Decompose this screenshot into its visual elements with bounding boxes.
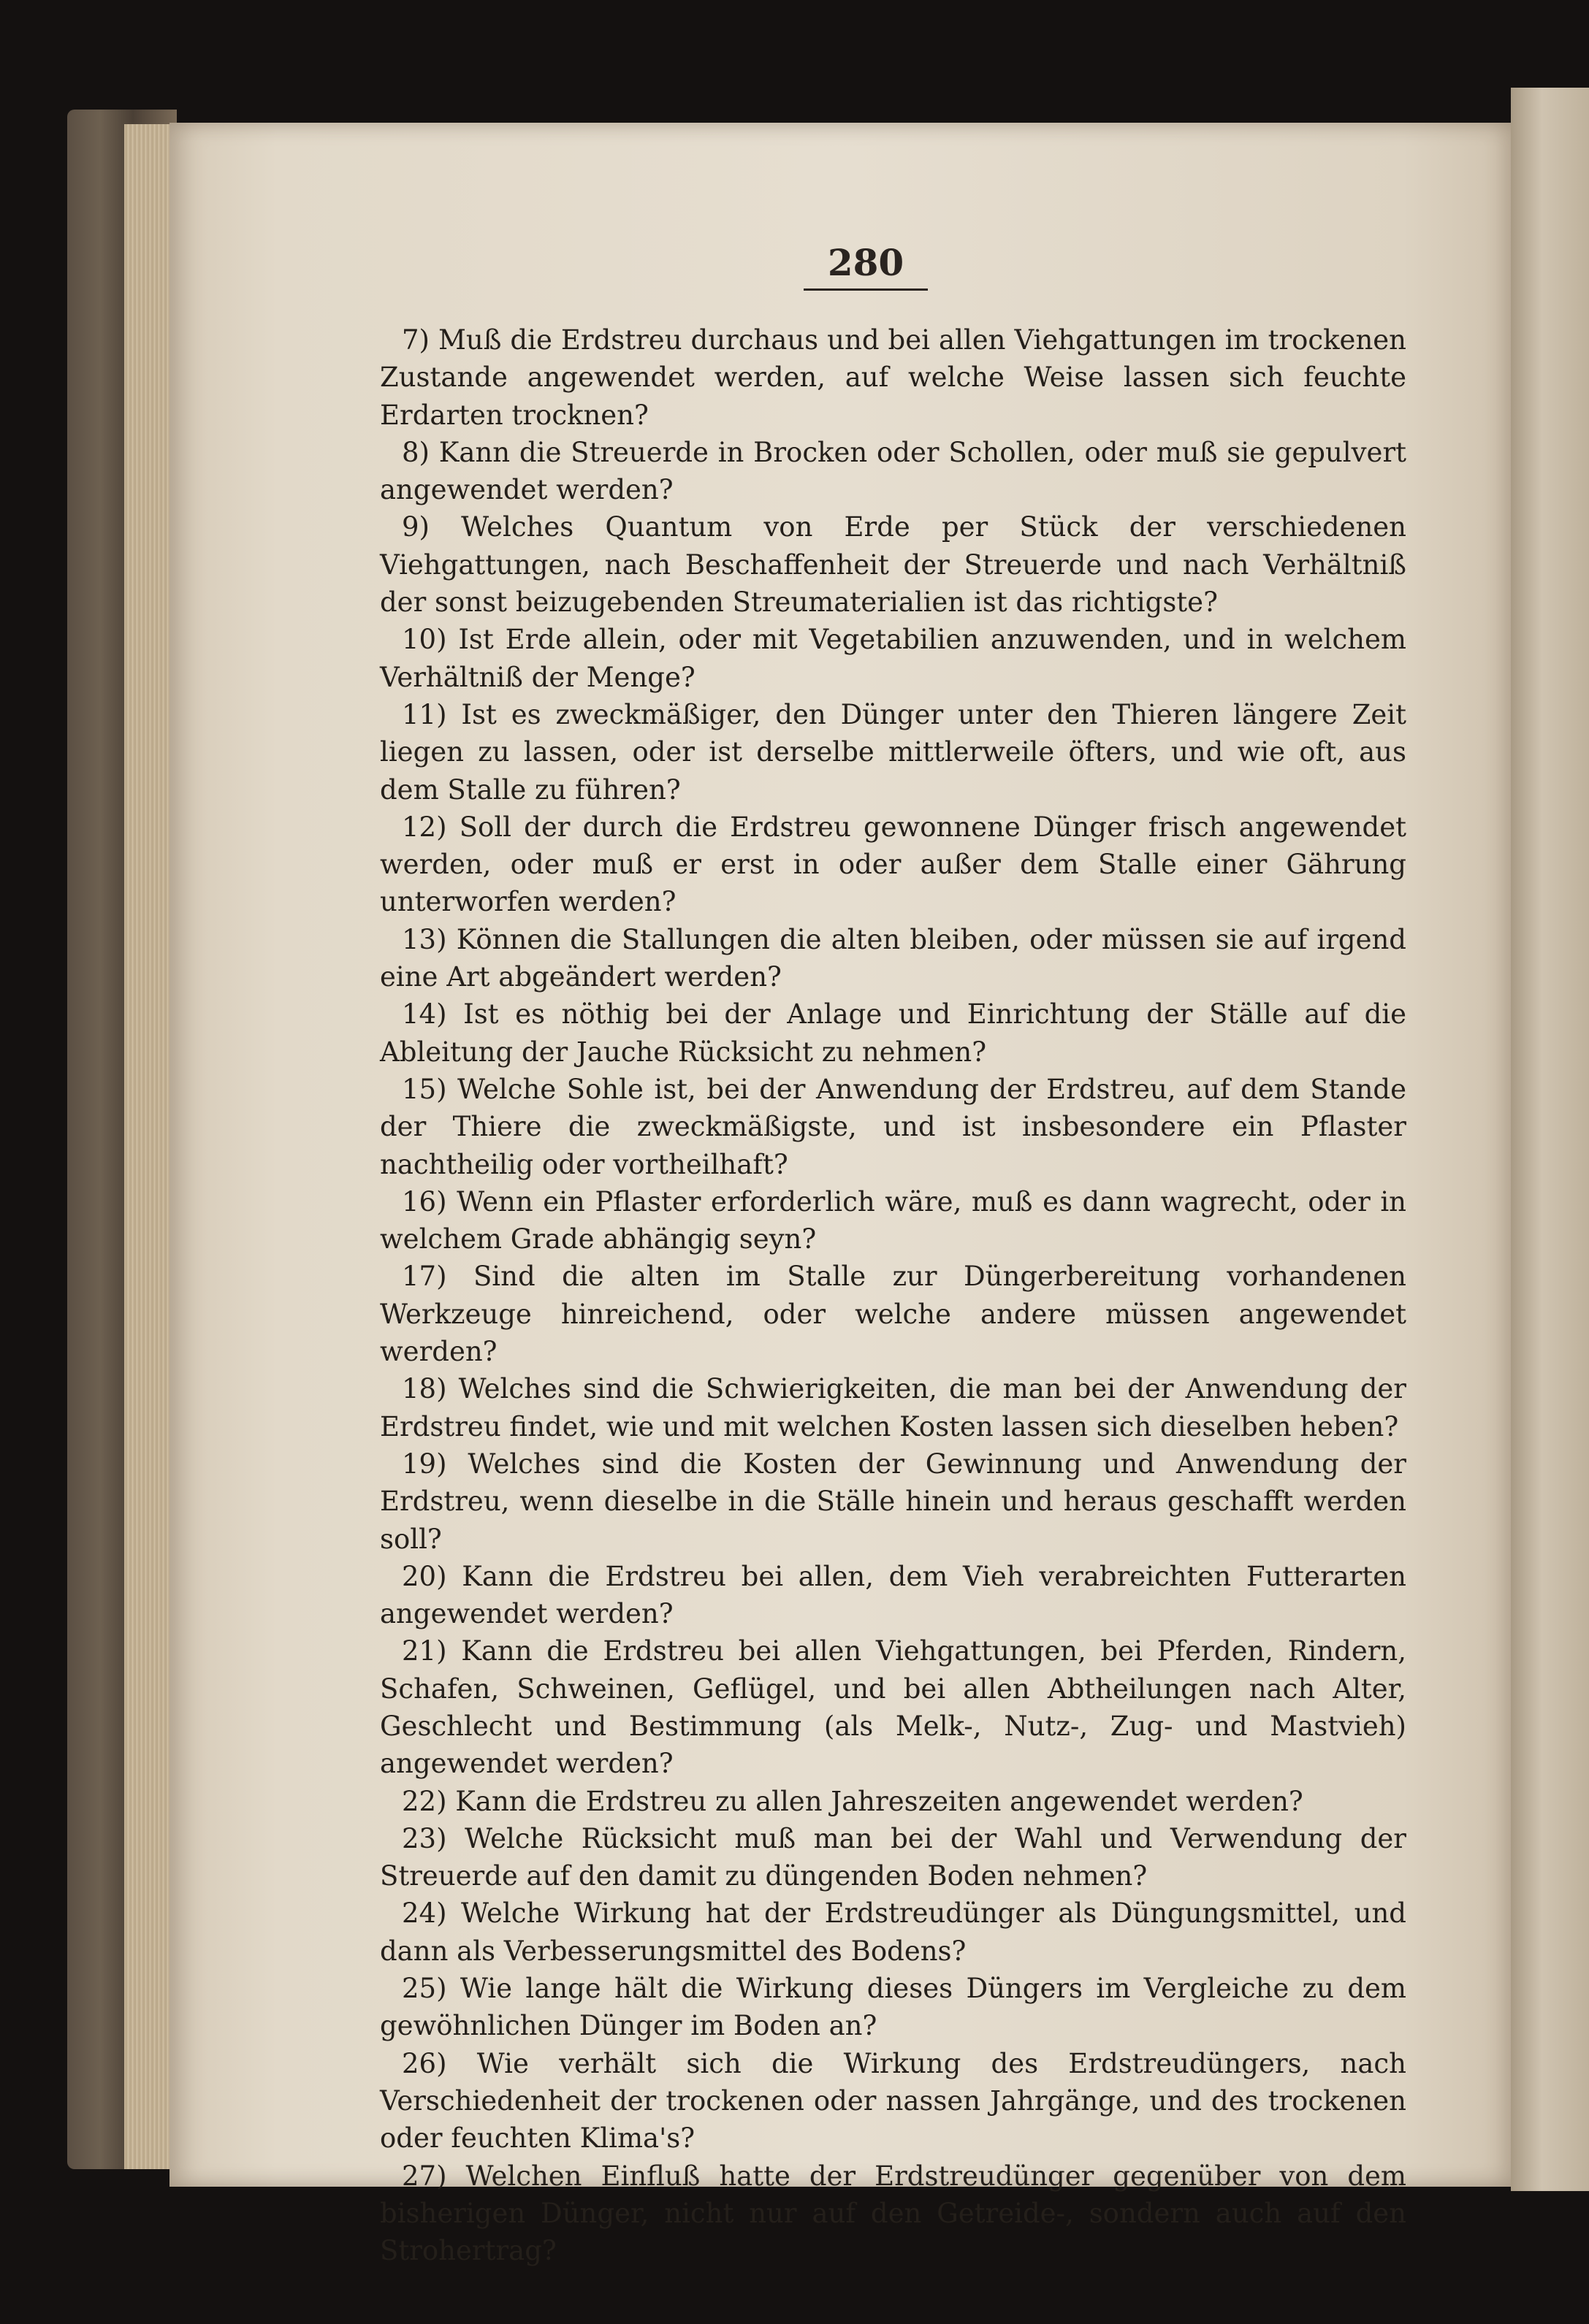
question-26: 26) Wie verhält sich die Wirkung des Erdstreudüngers, nach Verschiedenheit der trockenen oder nassen Jahrgänge, und des trockenen oder feuchten Klima's? [380,2047,1406,2155]
question-24: 24) Welche Wirkung hat der Erdstreudünger als Düngungsmittel, und dann als Verbesserungsmittel des Bodens? [380,1897,1406,1967]
question-14: 14) Ist es nöthig bei der Anlage und Einrichtung der Ställe auf die Ableitung der Jauche Rücksicht zu nehmen? [380,998,1406,1068]
page-number: 280 [804,241,928,291]
question-13: 13) Können die Stallungen die alten bleiben, oder müssen sie auf irgend eine Art abgeändert werden? [380,923,1406,993]
question-list [380,321,1406,2269]
question-7: 7) Muß die Erdstreu durchaus und bei allen Viehgattungen im trockenen Zustande angewendet werden, auf welche Weise lassen sich feuchte Erdarten trocknen? [380,324,1406,431]
question-10: 10) Ist Erde allein, oder mit Vegetabilien anzuwenden, und in welchem Verhältniß der Menge? [380,624,1406,693]
question-22: 22) Kann die Erdstreu zu allen Jahreszeiten angewendet werden? [402,1785,1303,1817]
question-19: 19) Welches sind die Kosten der Gewinnung und Anwendung der Erdstreu, wenn dieselbe in die Ställe hinein und heraus geschafft werden soll? [380,1448,1406,1555]
question-12: 12) Soll der durch die Erdstreu gewonnene Dünger frisch angewendet werden, oder muß er erst in oder außer dem Stalle einer Gährung unterworfen werden? [380,811,1406,918]
question-27: 27) Welchen Einfluß hatte der Erdstreudünger gegenüber von dem bisherigen Dünger, nicht nur auf den Getreide-, sondern auch auf den Strohertrag? [380,2160,1406,2267]
question-16: 16) Wenn ein Pflaster erforderlich wäre, muß es dann wagrecht, oder in welchem Grade abhängig seyn? [380,1185,1406,1255]
question-20: 20) Kann die Erdstreu bei allen, dem Vieh verabreichten Futterarten angewendet werden? [380,1560,1406,1630]
question-18: 18) Welches sind die Schwierigkeiten, die man bei der Anwendung der Erdstreu findet, wie und mit welchen Kosten lassen sich dieselben heben? [380,1373,1406,1442]
question-21: 21) Kann die Erdstreu bei allen Viehgattungen, bei Pferden, Rindern, Schafen, Schweinen, Geflügel, und bei allen Abtheilungen nach Alter, Geschlecht und Bestimmung (als Melk-, Nutz-, Zug- und Mastvieh) angewendet werden? [380,1635,1406,1780]
question-8: 8) Kann die Streuerde in Brocken oder Schollen, oder muß sie gepulvert angewendet werden? [380,436,1406,506]
question-25: 25) Wie lange hält die Wirkung dieses Düngers im Vergleiche zu dem gewöhnlichen Dünger im Boden an? [380,1973,1406,2042]
question-9: 9) Welches Quantum von Erde per Stück der verschiedenen Viehgattungen, nach Beschaffenheit der Streuerde und nach Verhältniß der sonst beizugebenden Streumaterialien ist das richtigste? [380,511,1406,619]
question-23: 23) Welche Rücksicht muß man bei der Wahl und Verwendung der Streuerde auf den damit zu düngenden Boden nehmen? [380,1822,1406,1892]
facing-page-edge [1511,88,1589,2191]
question-17: 17) Sind die alten im Stalle zur Düngerbereitung vorhandenen Werkzeuge hinreichend, oder welche andere müssen angewendet werden? [380,1261,1406,1368]
question-15: 15) Welche Sohle ist, bei der Anwendung der Erdstreu, auf dem Stande der Thiere die zweckmäßigste, und ist insbesondere ein Pflaster nachtheilig oder vortheilhaft? [380,1073,1406,1180]
question-11: 11) Ist es zweckmäßiger, den Dünger unter den Thieren längere Zeit liegen zu lassen, oder ist derselbe mittlerweile öfters, und wie oft, aus dem Stalle zu führen? [380,698,1406,806]
